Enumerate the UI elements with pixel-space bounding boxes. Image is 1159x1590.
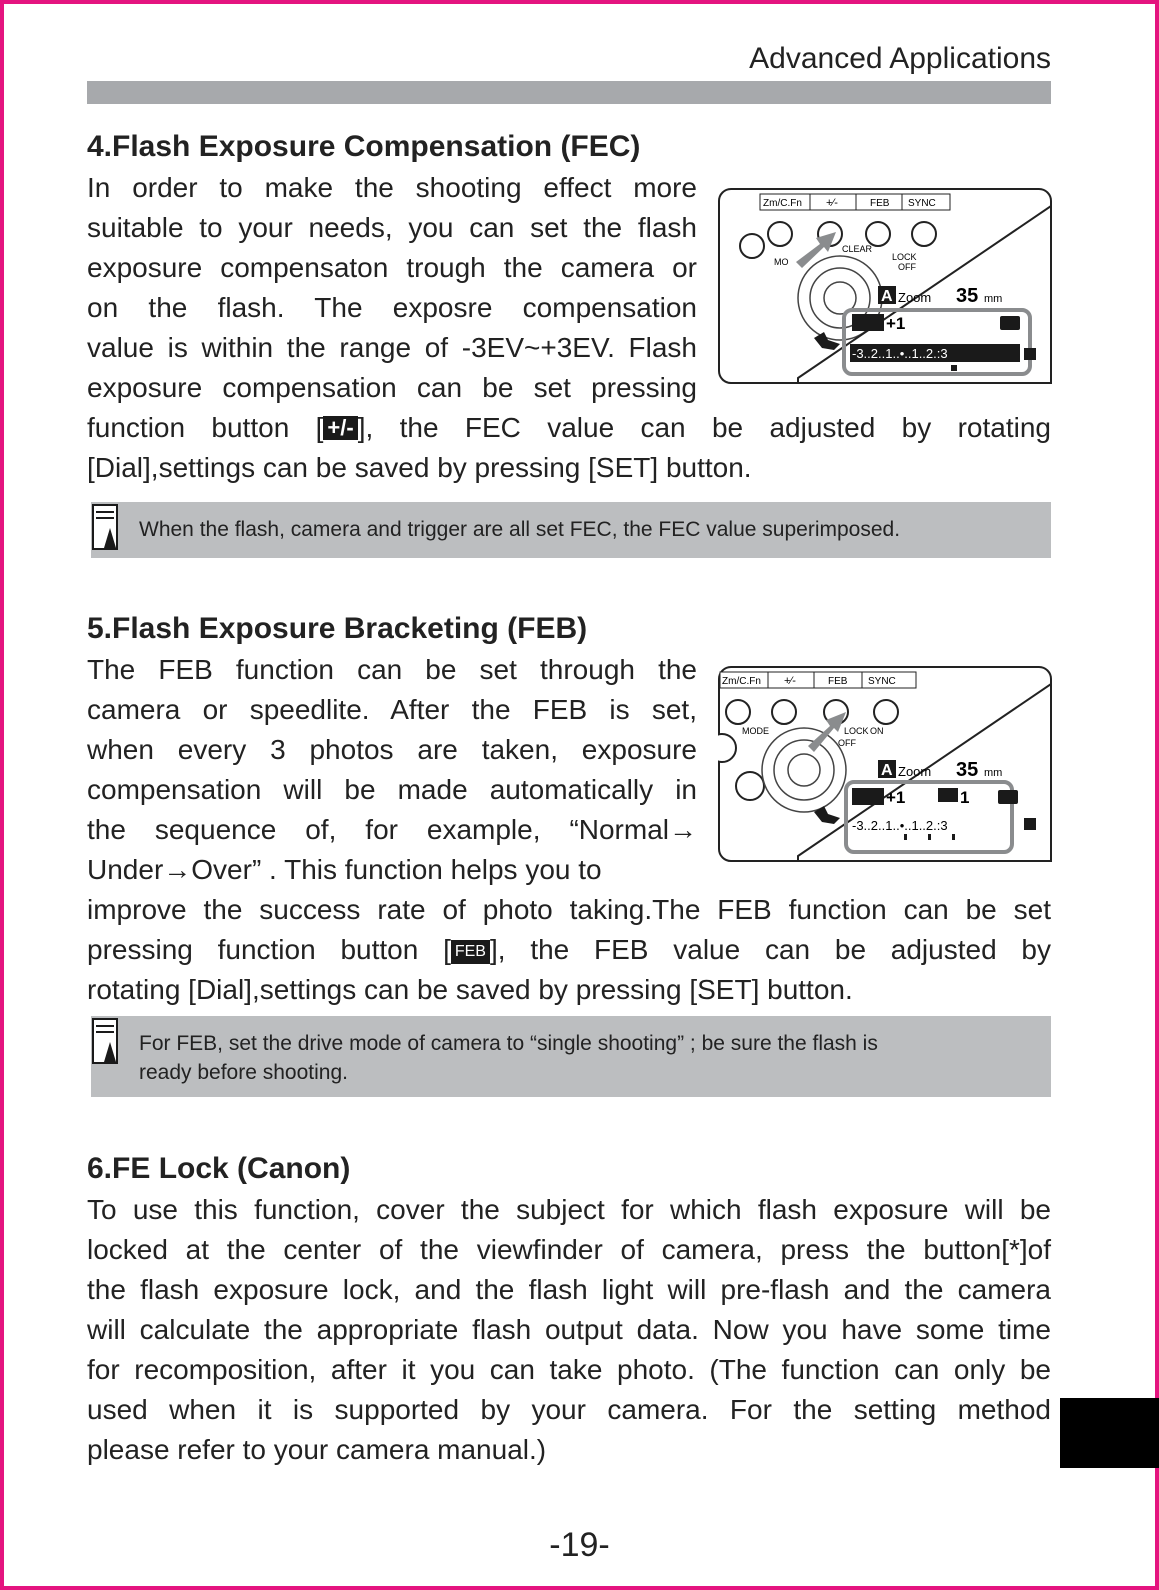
feb-tab-feb: FEB <box>828 676 848 687</box>
fec-label-clear: CLEAR <box>842 244 873 254</box>
chapter-tab <box>1060 1398 1159 1468</box>
header-title: Advanced Applications <box>749 42 1051 75</box>
feb-line-3: when every 3 photos are taken, exposure <box>87 734 697 765</box>
feb-line-5: the sequence of, for example, “Normal→ <box>87 814 697 845</box>
fec-note-text: When the flash, camera and trigger are all set FEC, the FEC value superimposed. <box>139 518 901 541</box>
fec-lcd-value: +1 <box>886 314 906 333</box>
feb-line-9: rotating [Dial],settings can be saved by pressing [SET] button. <box>87 974 853 1005</box>
fec-function-button-1 <box>768 222 792 246</box>
feb-line-8-pre: pressing function button [ <box>87 934 451 965</box>
feb-function-button-2 <box>772 700 796 724</box>
fec-line-4: on the flash. The exposre compensation <box>87 292 697 323</box>
feb-label-off: OFF <box>838 738 856 748</box>
note-icon <box>92 504 124 552</box>
fec-heading: 4.Flash Exposure Compensation (FEC) <box>87 130 641 163</box>
fec-tab-sync: SYNC <box>908 198 936 209</box>
fec-c-icon <box>1024 348 1036 360</box>
fec-zoom-label: Zoom <box>898 290 932 305</box>
feb-zoom-value: 35 <box>956 759 979 781</box>
fec-tab-zm: Zm/C.Fn <box>763 198 802 209</box>
feb-scale-marker-under <box>904 834 907 840</box>
feb-tab-strip <box>720 672 916 688</box>
feb-paragraph-top <box>87 650 697 890</box>
feb-flash-lcd-illustration <box>718 666 1052 862</box>
feb-lcd-fec-value: +1 <box>886 788 906 807</box>
fel-line-2: locked at the center of the viewfinder of camera, press the button[*]of <box>87 1234 1051 1265</box>
feb-line-8 <box>87 930 1051 970</box>
fec-line-3: exposure compensaton trough the camera or <box>87 252 697 283</box>
feb-tab-sync: SYNC <box>868 676 896 687</box>
fec-tab-strip <box>760 194 950 210</box>
fec-line-7-post: ], the FEC value can be adjusted by rotating <box>357 412 1051 443</box>
feb-lcd-feb-icon <box>938 788 958 802</box>
feb-label-lock: LOCK <box>844 726 869 736</box>
fel-line-4: will calculate the appropriate flash output data. Now you have some time <box>87 1314 1051 1345</box>
fel-line-5: for recomposition, after it you can take photo. (The function can only be <box>87 1354 1051 1385</box>
feb-function-button-1 <box>726 700 750 724</box>
fec-line-5: value is within the range of -3EV~+3EV. Flash <box>87 332 697 363</box>
feb-c-icon <box>1024 818 1036 830</box>
fec-lcd-icon <box>852 314 884 331</box>
fec-line-6: exposure compensation can be set pressing <box>87 372 697 403</box>
fel-line-1: To use this function, cover the subject for which flash exposure will be <box>87 1194 1051 1225</box>
fec-function-button-4 <box>912 222 936 246</box>
feb-zoom-unit: mm <box>984 767 1003 779</box>
fec-button-symbol: +/- <box>323 416 357 440</box>
feb-function-button-4 <box>874 700 898 724</box>
feb-note-line-1: For FEB, set the drive mode of camera to “single shooting” ; be sure the flash is <box>139 1032 878 1055</box>
feb-line-6: Under→Over” . This function helps you to <box>87 854 602 885</box>
fec-scale-marker <box>951 365 957 371</box>
feb-line-1: The FEB function can be set through the <box>87 654 697 685</box>
feb-lcd-scale: -3..2..1..•..1..2.:3 <box>852 818 948 833</box>
fec-line-1: In order to make the shooting effect more <box>87 172 697 203</box>
fec-label-mo: MO <box>774 257 789 267</box>
fec-line-2: suitable to your needs, you can set the flash <box>87 212 697 243</box>
header-bar <box>87 81 1051 104</box>
fec-zoom-mode: A <box>881 288 893 305</box>
fec-tab-feb: FEB <box>870 198 890 209</box>
feb-heading: 5.Flash Exposure Bracketing (FEB) <box>87 612 588 645</box>
fec-label-off: OFF <box>898 262 916 272</box>
fec-line-7-pre: function button [ <box>87 412 324 443</box>
fec-function-button-3 <box>866 222 890 246</box>
fec-zoom-unit: mm <box>984 293 1003 305</box>
fec-lcd-scale: -3..2..1..•..1..2.:3 <box>852 346 948 361</box>
fec-tab-fec: +⁄- <box>826 197 838 209</box>
feb-label-mode: MODE <box>742 726 769 736</box>
fel-line-7: please refer to your camera manual.) <box>87 1434 547 1465</box>
fec-label-lock: LOCK <box>892 252 917 262</box>
fec-ettl-icon <box>1000 316 1020 330</box>
fec-note <box>91 502 1051 558</box>
fec-flash-lcd-illustration <box>718 188 1052 384</box>
fel-line-3: the flash exposure lock, and the flash light will pre-flash and the camera <box>87 1274 1051 1305</box>
feb-line-2: camera or speedlite. After the FEB is set, <box>87 694 697 725</box>
fec-mode-button <box>740 234 764 258</box>
feb-lcd-feb-value: 1 <box>960 788 970 807</box>
feb-ettl-icon <box>998 790 1018 804</box>
feb-label-on: ON <box>870 726 884 736</box>
feb-tab-fec: +⁄- <box>784 675 796 687</box>
feb-test-button <box>736 772 764 800</box>
fec-line-8: [Dial],settings can be saved by pressing [SET] button. <box>87 452 752 483</box>
page-number: -19- <box>549 1526 610 1564</box>
feb-scale-marker-over <box>952 834 955 840</box>
feb-line-4: compensation will be made automatically in <box>87 774 697 805</box>
fec-zoom-value: 35 <box>956 285 979 307</box>
feb-zoom-mode: A <box>881 762 893 779</box>
feb-tab-zm: Zm/C.Fn <box>722 676 761 687</box>
note-icon <box>92 1018 124 1066</box>
feb-note <box>91 1016 1051 1097</box>
feb-button-symbol: FEB <box>451 940 490 964</box>
feb-line-8-post: ], the FEB value can be adjusted by <box>489 934 1051 965</box>
fec-paragraph-top <box>87 168 697 408</box>
feb-paragraph-bottom <box>87 890 1051 1010</box>
feb-mode-button <box>718 734 736 762</box>
feb-line-7: improve the success rate of photo taking.The FEB function can be set <box>87 894 1051 925</box>
fel-heading: 6.FE Lock (Canon) <box>87 1152 351 1185</box>
feb-lcd-fec-icon <box>852 788 884 805</box>
fel-paragraph <box>87 1190 1051 1470</box>
feb-scale-marker-normal <box>928 834 931 840</box>
fec-paragraph-bottom <box>87 408 1051 488</box>
fel-line-6: used when it is supported by your camera. For the setting method <box>87 1394 1051 1425</box>
feb-zoom-label: Zoom <box>898 764 932 779</box>
feb-note-line-2: ready before shooting. <box>139 1061 348 1084</box>
fec-line-7 <box>87 408 1051 448</box>
